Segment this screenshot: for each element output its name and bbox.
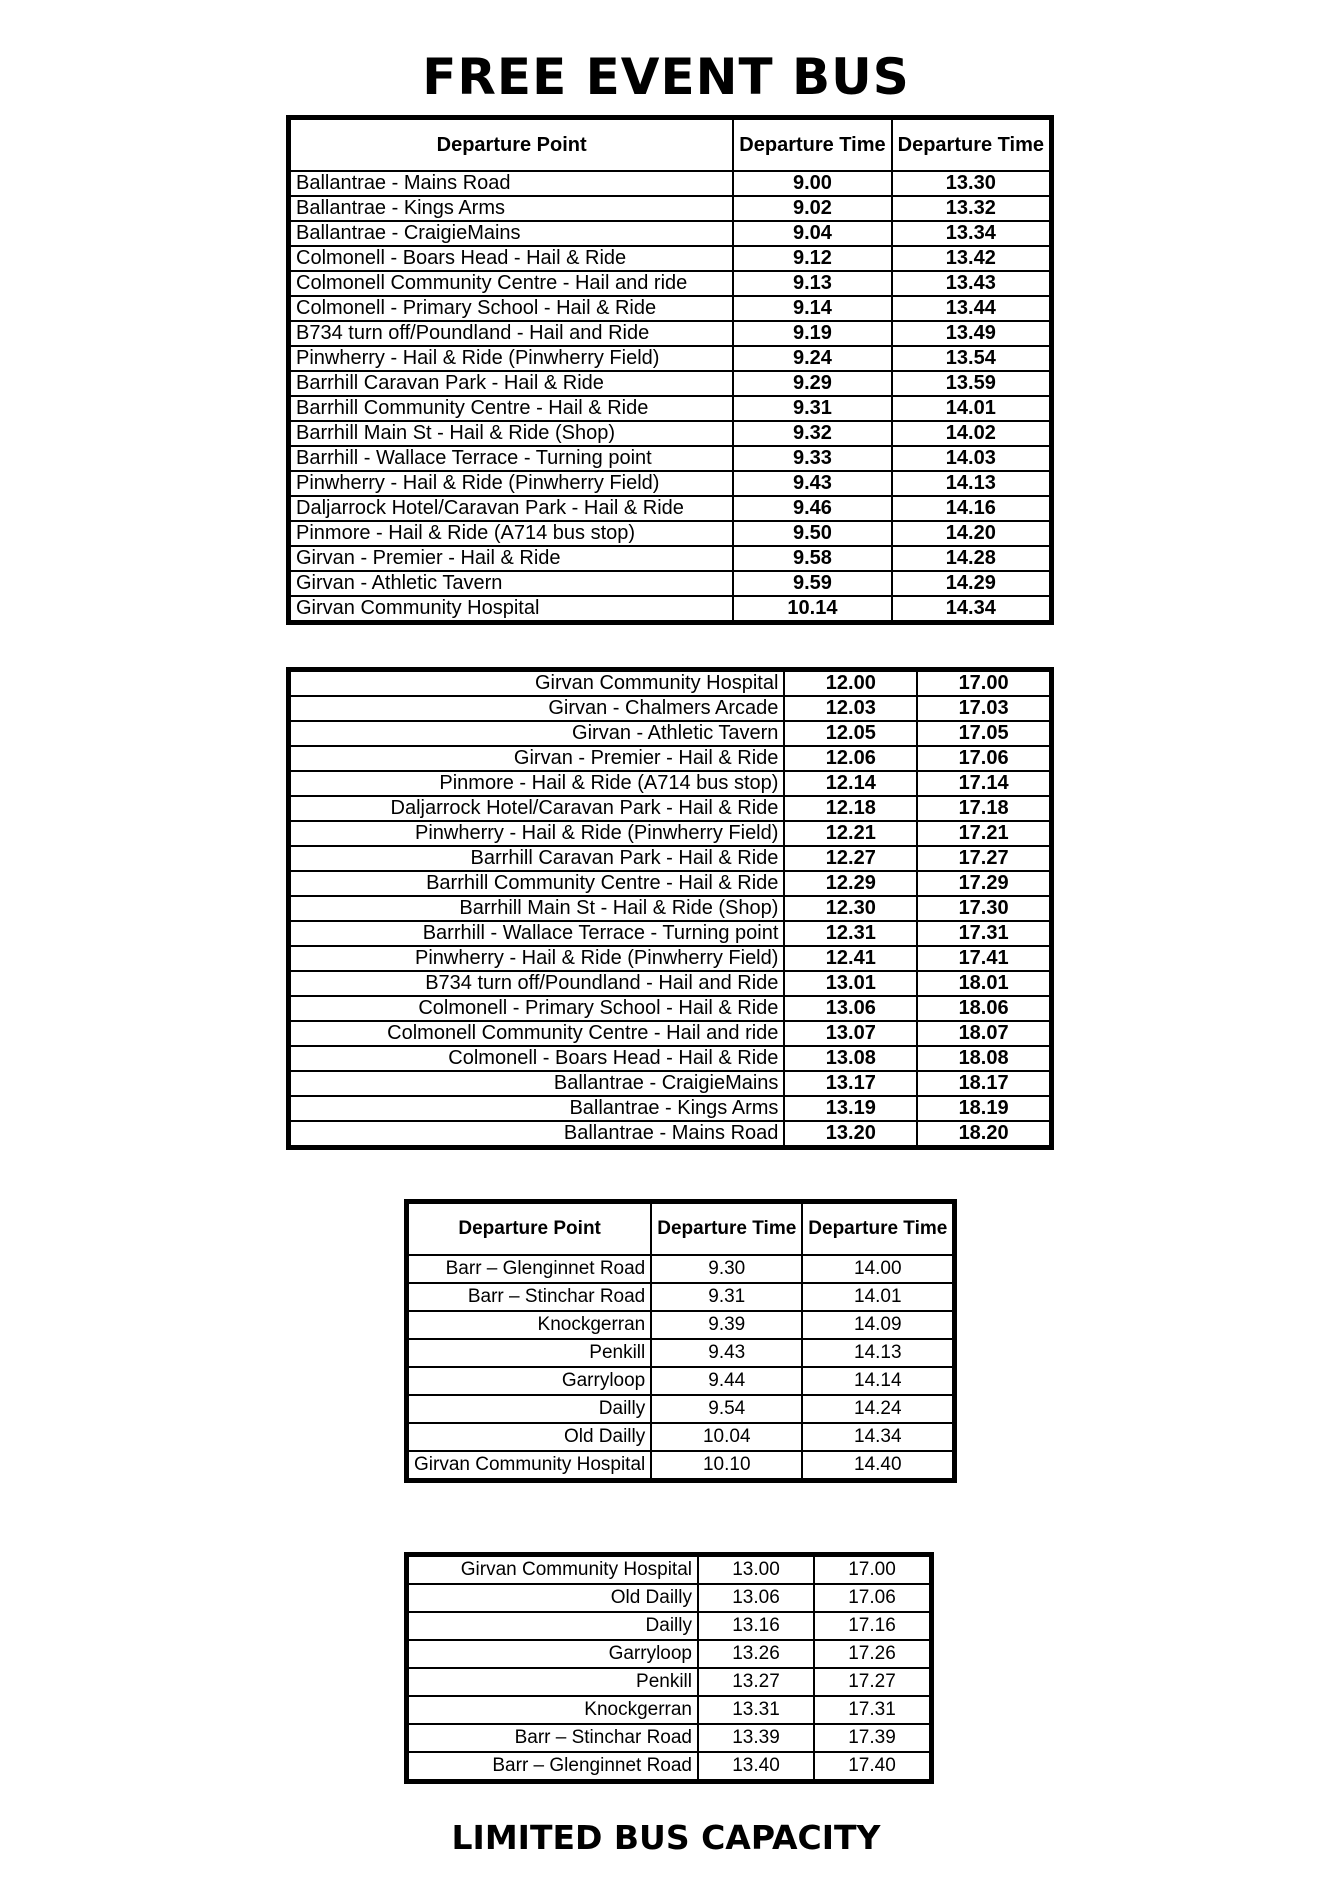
return-timetable-main xyxy=(286,667,1054,1150)
stop-name: Barrhill Main St - Hail & Ride (Shop) xyxy=(289,421,734,446)
table-row xyxy=(407,1584,932,1612)
afternoon-time: 18.07 xyxy=(917,1021,1051,1046)
stop-name: Girvan - Premier - Hail & Ride xyxy=(289,746,785,771)
table-header-row xyxy=(289,118,1052,172)
afternoon-time: 14.01 xyxy=(892,396,1052,421)
morning-time: 9.44 xyxy=(651,1367,802,1395)
stop-name: Daljarrock Hotel/Caravan Park - Hail & Ride xyxy=(289,796,785,821)
morning-time: 12.00 xyxy=(784,670,917,697)
morning-time: 13.16 xyxy=(698,1612,814,1640)
stop-name: Colmonell Community Centre - Hail and ride xyxy=(289,1021,785,1046)
outbound-timetable-main xyxy=(286,115,1054,625)
stop-name: Girvan Community Hospital xyxy=(407,1451,652,1481)
stop-name: Ballantrae - Mains Road xyxy=(289,171,734,196)
stop-name: Old Dailly xyxy=(407,1423,652,1451)
afternoon-time: 17.21 xyxy=(917,821,1051,846)
morning-time: 12.14 xyxy=(784,771,917,796)
stop-name: Barr – Stinchar Road xyxy=(407,1283,652,1311)
stop-name: Colmonell - Boars Head - Hail & Ride xyxy=(289,246,734,271)
table-row xyxy=(289,896,1052,921)
afternoon-time: 14.16 xyxy=(892,496,1052,521)
stop-name: Ballantrae - Kings Arms xyxy=(289,196,734,221)
afternoon-time: 17.39 xyxy=(814,1724,932,1752)
departure-time-header: Departure Time xyxy=(651,1202,802,1256)
stop-name: Barrhill Community Centre - Hail & Ride xyxy=(289,871,785,896)
stop-name: Colmonell - Primary School - Hail & Ride xyxy=(289,296,734,321)
morning-time: 13.08 xyxy=(784,1046,917,1071)
afternoon-time: 18.19 xyxy=(917,1096,1051,1121)
afternoon-time: 13.34 xyxy=(892,221,1052,246)
table-row xyxy=(407,1339,955,1367)
morning-time: 9.31 xyxy=(733,396,891,421)
table-header-row xyxy=(407,1202,955,1256)
morning-time: 9.14 xyxy=(733,296,891,321)
morning-time: 13.06 xyxy=(698,1584,814,1612)
morning-time: 13.27 xyxy=(698,1668,814,1696)
afternoon-time: 17.14 xyxy=(917,771,1051,796)
afternoon-time: 14.02 xyxy=(892,421,1052,446)
morning-time: 12.41 xyxy=(784,946,917,971)
afternoon-time: 13.43 xyxy=(892,271,1052,296)
morning-time: 13.01 xyxy=(784,971,917,996)
afternoon-time: 13.30 xyxy=(892,171,1052,196)
afternoon-time: 17.00 xyxy=(814,1555,932,1585)
morning-time: 9.30 xyxy=(651,1255,802,1283)
morning-time: 12.05 xyxy=(784,721,917,746)
table-row xyxy=(289,496,1052,521)
stop-name: Old Dailly xyxy=(407,1584,699,1612)
table-row xyxy=(289,1021,1052,1046)
stop-name: Colmonell Community Centre - Hail and ride xyxy=(289,271,734,296)
stop-name: Knockgerran xyxy=(407,1311,652,1339)
stop-name: Girvan - Athletic Tavern xyxy=(289,721,785,746)
stop-name: Penkill xyxy=(407,1339,652,1367)
table-row xyxy=(289,796,1052,821)
table-row xyxy=(289,196,1052,221)
stop-name: Barrhill Caravan Park - Hail & Ride xyxy=(289,371,734,396)
afternoon-time: 18.20 xyxy=(917,1121,1051,1148)
morning-time: 12.31 xyxy=(784,921,917,946)
table-row xyxy=(289,321,1052,346)
stop-name: Ballantrae - CraigieMains xyxy=(289,221,734,246)
stop-name: Girvan Community Hospital xyxy=(289,670,785,697)
table-row xyxy=(407,1255,955,1283)
morning-time: 9.59 xyxy=(733,571,891,596)
stop-name: Garryloop xyxy=(407,1640,699,1668)
morning-time: 13.06 xyxy=(784,996,917,1021)
table-row xyxy=(407,1311,955,1339)
afternoon-time: 18.17 xyxy=(917,1071,1051,1096)
morning-time: 9.19 xyxy=(733,321,891,346)
afternoon-time: 14.03 xyxy=(892,446,1052,471)
return-timetable-barr xyxy=(404,1552,934,1784)
table-row xyxy=(289,171,1052,196)
morning-time: 12.06 xyxy=(784,746,917,771)
departure-time-header: Departure Time xyxy=(892,118,1052,172)
stop-name: Ballantrae - CraigieMains xyxy=(289,1071,785,1096)
morning-time: 10.10 xyxy=(651,1451,802,1481)
table-row xyxy=(289,521,1052,546)
departure-time-header: Departure Time xyxy=(802,1202,955,1256)
morning-time: 10.04 xyxy=(651,1423,802,1451)
morning-time: 12.27 xyxy=(784,846,917,871)
table-row xyxy=(289,1121,1052,1148)
stop-name: Penkill xyxy=(407,1668,699,1696)
page-title: FREE EVENT BUS xyxy=(422,48,910,106)
afternoon-time: 17.06 xyxy=(814,1584,932,1612)
afternoon-time: 17.29 xyxy=(917,871,1051,896)
morning-time: 9.54 xyxy=(651,1395,802,1423)
morning-time: 9.58 xyxy=(733,546,891,571)
afternoon-time: 13.59 xyxy=(892,371,1052,396)
afternoon-time: 14.00 xyxy=(802,1255,955,1283)
table-row xyxy=(407,1696,932,1724)
table-row xyxy=(289,271,1052,296)
table-row xyxy=(407,1367,955,1395)
afternoon-time: 13.54 xyxy=(892,346,1052,371)
table-row xyxy=(289,670,1052,697)
stop-name: Pinwherry - Hail & Ride (Pinwherry Field) xyxy=(289,821,785,846)
morning-time: 9.00 xyxy=(733,171,891,196)
afternoon-time: 13.32 xyxy=(892,196,1052,221)
afternoon-time: 17.40 xyxy=(814,1752,932,1782)
table-row xyxy=(289,996,1052,1021)
afternoon-time: 14.29 xyxy=(892,571,1052,596)
afternoon-time: 17.05 xyxy=(917,721,1051,746)
morning-time: 9.29 xyxy=(733,371,891,396)
afternoon-time: 14.34 xyxy=(802,1423,955,1451)
stop-name: Girvan - Chalmers Arcade xyxy=(289,696,785,721)
table-row xyxy=(289,596,1052,623)
morning-time: 9.24 xyxy=(733,346,891,371)
morning-time: 13.26 xyxy=(698,1640,814,1668)
morning-time: 9.13 xyxy=(733,271,891,296)
morning-time: 9.43 xyxy=(733,471,891,496)
morning-time: 13.20 xyxy=(784,1121,917,1148)
stop-name: Barr – Stinchar Road xyxy=(407,1724,699,1752)
stop-name: Dailly xyxy=(407,1395,652,1423)
morning-time: 9.50 xyxy=(733,521,891,546)
table-row xyxy=(289,946,1052,971)
stop-name: B734 turn off/Poundland - Hail and Ride xyxy=(289,321,734,346)
afternoon-time: 17.00 xyxy=(917,670,1051,697)
morning-time: 13.07 xyxy=(784,1021,917,1046)
afternoon-time: 17.26 xyxy=(814,1640,932,1668)
stop-name: Girvan - Athletic Tavern xyxy=(289,571,734,596)
stop-name: Girvan - Premier - Hail & Ride xyxy=(289,546,734,571)
table-row xyxy=(289,971,1052,996)
departure-time-header: Departure Time xyxy=(733,118,891,172)
morning-time: 9.04 xyxy=(733,221,891,246)
departure-point-header: Departure Point xyxy=(289,118,734,172)
table-row xyxy=(407,1668,932,1696)
stop-name: Barr – Glenginnet Road xyxy=(407,1255,652,1283)
afternoon-time: 13.42 xyxy=(892,246,1052,271)
stop-name: Pinwherry - Hail & Ride (Pinwherry Field) xyxy=(289,946,785,971)
table-row xyxy=(289,1046,1052,1071)
table-row xyxy=(407,1283,955,1311)
morning-time: 10.14 xyxy=(733,596,891,623)
morning-time: 13.17 xyxy=(784,1071,917,1096)
stop-name: Girvan Community Hospital xyxy=(407,1555,699,1585)
stop-name: Colmonell - Primary School - Hail & Ride xyxy=(289,996,785,1021)
table-row xyxy=(407,1724,932,1752)
afternoon-time: 18.06 xyxy=(917,996,1051,1021)
stop-name: Barrhill Main St - Hail & Ride (Shop) xyxy=(289,896,785,921)
morning-time: 12.21 xyxy=(784,821,917,846)
table-row xyxy=(289,246,1052,271)
outbound-timetable-barr xyxy=(404,1199,957,1483)
morning-time: 9.02 xyxy=(733,196,891,221)
table-row xyxy=(407,1612,932,1640)
afternoon-time: 14.14 xyxy=(802,1367,955,1395)
stop-name: Daljarrock Hotel/Caravan Park - Hail & Ride xyxy=(289,496,734,521)
departure-point-header: Departure Point xyxy=(407,1202,652,1256)
table-row xyxy=(289,846,1052,871)
stop-name: Dailly xyxy=(407,1612,699,1640)
stop-name: Barr – Glenginnet Road xyxy=(407,1752,699,1782)
afternoon-time: 14.13 xyxy=(892,471,1052,496)
table-row xyxy=(407,1395,955,1423)
afternoon-time: 18.01 xyxy=(917,971,1051,996)
table-row xyxy=(289,571,1052,596)
stop-name: Knockgerran xyxy=(407,1696,699,1724)
table-row xyxy=(407,1451,955,1481)
afternoon-time: 17.31 xyxy=(814,1696,932,1724)
table-row xyxy=(289,371,1052,396)
afternoon-time: 14.20 xyxy=(892,521,1052,546)
afternoon-time: 14.24 xyxy=(802,1395,955,1423)
stop-name: Pinmore - Hail & Ride (A714 bus stop) xyxy=(289,521,734,546)
table-row xyxy=(289,1096,1052,1121)
stop-name: Garryloop xyxy=(407,1367,652,1395)
morning-time: 13.19 xyxy=(784,1096,917,1121)
stop-name: Barrhill - Wallace Terrace - Turning point xyxy=(289,446,734,471)
table-row xyxy=(407,1752,932,1782)
afternoon-time: 18.08 xyxy=(917,1046,1051,1071)
table-row xyxy=(289,346,1052,371)
morning-time: 9.32 xyxy=(733,421,891,446)
stop-name: Girvan Community Hospital xyxy=(289,596,734,623)
afternoon-time: 13.49 xyxy=(892,321,1052,346)
table-row xyxy=(289,746,1052,771)
afternoon-time: 17.06 xyxy=(917,746,1051,771)
table-row xyxy=(289,871,1052,896)
morning-time: 9.33 xyxy=(733,446,891,471)
morning-time: 12.03 xyxy=(784,696,917,721)
stop-name: Ballantrae - Mains Road xyxy=(289,1121,785,1148)
morning-time: 9.39 xyxy=(651,1311,802,1339)
stop-name: B734 turn off/Poundland - Hail and Ride xyxy=(289,971,785,996)
morning-time: 12.29 xyxy=(784,871,917,896)
morning-time: 12.18 xyxy=(784,796,917,821)
afternoon-time: 17.18 xyxy=(917,796,1051,821)
table-row xyxy=(407,1555,932,1585)
afternoon-time: 14.40 xyxy=(802,1451,955,1481)
table-row xyxy=(289,396,1052,421)
afternoon-time: 14.28 xyxy=(892,546,1052,571)
table-row xyxy=(289,921,1052,946)
afternoon-time: 17.27 xyxy=(917,846,1051,871)
table-row xyxy=(289,696,1052,721)
table-row xyxy=(289,821,1052,846)
table-row xyxy=(407,1423,955,1451)
afternoon-time: 17.03 xyxy=(917,696,1051,721)
afternoon-time: 14.34 xyxy=(892,596,1052,623)
morning-time: 13.40 xyxy=(698,1752,814,1782)
afternoon-time: 13.44 xyxy=(892,296,1052,321)
afternoon-time: 14.13 xyxy=(802,1339,955,1367)
stop-name: Barrhill Caravan Park - Hail & Ride xyxy=(289,846,785,871)
morning-time: 13.39 xyxy=(698,1724,814,1752)
stop-name: Pinmore - Hail & Ride (A714 bus stop) xyxy=(289,771,785,796)
morning-time: 9.31 xyxy=(651,1283,802,1311)
stop-name: Ballantrae - Kings Arms xyxy=(289,1096,785,1121)
table-row xyxy=(289,296,1052,321)
table-row xyxy=(407,1640,932,1668)
afternoon-time: 14.09 xyxy=(802,1311,955,1339)
table-row xyxy=(289,421,1052,446)
table-row xyxy=(289,546,1052,571)
afternoon-time: 14.01 xyxy=(802,1283,955,1311)
afternoon-time: 17.27 xyxy=(814,1668,932,1696)
morning-time: 12.30 xyxy=(784,896,917,921)
stop-name: Pinwherry - Hail & Ride (Pinwherry Field) xyxy=(289,471,734,496)
morning-time: 9.43 xyxy=(651,1339,802,1367)
stop-name: Pinwherry - Hail & Ride (Pinwherry Field) xyxy=(289,346,734,371)
afternoon-time: 17.30 xyxy=(917,896,1051,921)
stop-name: Barrhill Community Centre - Hail & Ride xyxy=(289,396,734,421)
afternoon-time: 17.16 xyxy=(814,1612,932,1640)
stop-name: Colmonell - Boars Head - Hail & Ride xyxy=(289,1046,785,1071)
table-row xyxy=(289,771,1052,796)
morning-time: 13.31 xyxy=(698,1696,814,1724)
table-row xyxy=(289,1071,1052,1096)
afternoon-time: 17.31 xyxy=(917,921,1051,946)
table-row xyxy=(289,221,1052,246)
afternoon-time: 17.41 xyxy=(917,946,1051,971)
table-row xyxy=(289,471,1052,496)
morning-time: 13.00 xyxy=(698,1555,814,1585)
morning-time: 9.12 xyxy=(733,246,891,271)
morning-time: 9.46 xyxy=(733,496,891,521)
table-row xyxy=(289,446,1052,471)
table-row xyxy=(289,721,1052,746)
capacity-notice: LIMITED BUS CAPACITY xyxy=(451,1818,881,1857)
stop-name: Barrhill - Wallace Terrace - Turning point xyxy=(289,921,785,946)
